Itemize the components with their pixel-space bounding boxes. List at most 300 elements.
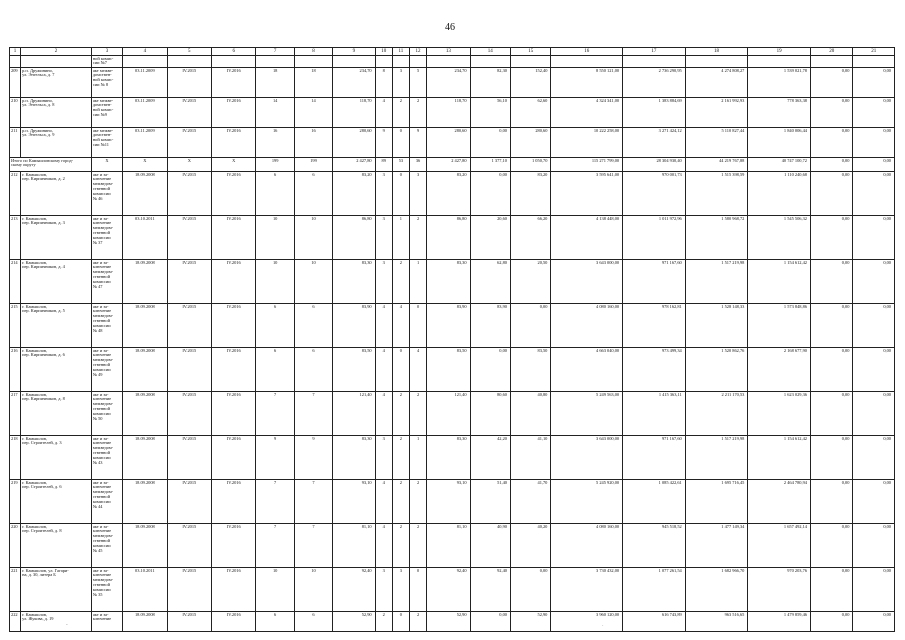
value-cell: 20,50 (510, 260, 550, 304)
total-value-cell: 115 271 799,00 (551, 158, 623, 172)
total-value-cell: X (91, 158, 122, 172)
table-row (10, 436, 895, 480)
cell-line: г. Камышлов, (22, 259, 48, 265)
empty-cell (853, 56, 895, 68)
value-cell: 2 (409, 216, 426, 260)
value-cell: IV.2016 (212, 172, 256, 216)
value-cell: IV.2015 (167, 128, 211, 158)
value-cell: 52,90 (427, 612, 470, 632)
value-cell: 83,20 (333, 172, 375, 216)
page-number: 46 (445, 22, 455, 33)
cell-line: ключение (92, 528, 112, 534)
cell-line: г. Камышлов, (22, 523, 48, 529)
cell-line: акт и за- (92, 435, 109, 441)
cell-line: межведом- (92, 401, 114, 407)
value-cell: 4 080 160,00 (551, 304, 623, 348)
address-cell (21, 98, 92, 128)
row-number-cell: 214 (10, 260, 21, 304)
table-row (10, 524, 895, 568)
value-cell: 18.09.2008 (123, 348, 167, 392)
value-cell: 8 550 121,00 (551, 68, 623, 98)
value-cell: 2 (392, 98, 409, 128)
empty-cell (212, 56, 256, 68)
cell-line: ственной (92, 450, 110, 456)
value-cell: 6 (294, 612, 332, 632)
value-cell: 16 (256, 128, 294, 158)
value-cell: 4 274 808,27 (685, 68, 748, 98)
cell-line: р.п. Дружинино, (22, 67, 53, 73)
cell-line: № 46 (92, 196, 103, 202)
cell-line: на, д. 30, литера Б (22, 572, 56, 578)
empty-cell (748, 56, 811, 68)
value-cell: 10 (256, 216, 294, 260)
column-number-cell: 14 (470, 48, 510, 56)
row-number-cell: 212 (10, 172, 21, 216)
address-cell (21, 436, 92, 480)
empty-cell (294, 56, 332, 68)
value-cell: 2 (392, 392, 409, 436)
value-cell: 83,30 (427, 436, 470, 480)
value-cell: 118,70 (427, 98, 470, 128)
value-cell: 0,00 (810, 216, 852, 260)
value-cell: 0,00 (810, 392, 852, 436)
value-cell: 93,10 (333, 480, 375, 524)
value-cell: 7 (256, 524, 294, 568)
value-cell: 1 154 612,42 (748, 260, 811, 304)
document-cell (91, 480, 122, 524)
document-cell (91, 568, 122, 612)
total-value-cell: 89 (375, 158, 392, 172)
value-cell: 20,60 (470, 216, 510, 260)
document-cell (91, 436, 122, 480)
cell-line: № 47 (92, 284, 103, 290)
document-cell (91, 128, 122, 158)
value-cell: IV.2016 (212, 392, 256, 436)
value-cell: 963 516,65 (685, 612, 748, 632)
value-cell: 0,00 (853, 392, 895, 436)
value-cell: IV.2015 (167, 98, 211, 128)
cell-line: № 49 (92, 372, 103, 378)
table-row-total (10, 158, 895, 172)
value-cell: 0,00 (470, 348, 510, 392)
value-cell: 42,20 (470, 436, 510, 480)
row-number-cell: 221 (10, 568, 21, 612)
value-cell: 971 167,60 (623, 436, 686, 480)
cell-line: комиссии (92, 323, 111, 329)
cell-line: ственной (92, 186, 110, 192)
cell-line: ключение (92, 308, 112, 314)
value-cell: 4 080 160,00 (551, 524, 623, 568)
value-cell: IV.2016 (212, 216, 256, 260)
value-cell: 83,50 (427, 348, 470, 392)
cell-line: ственной (92, 406, 110, 412)
cell-line: ственной (92, 318, 110, 324)
value-cell: IV.2015 (167, 612, 211, 632)
value-cell: 0,00 (810, 98, 852, 128)
row-number-cell: 216 (10, 348, 21, 392)
cell-line: ственной (92, 582, 110, 588)
cell-line: г. Камышлов, (22, 435, 48, 441)
cell-line: № 43 (92, 460, 103, 466)
value-cell: 0,00 (810, 172, 852, 216)
value-cell: 280,60 (427, 128, 470, 158)
value-cell: 9 (294, 436, 332, 480)
value-cell: 4 663 040,00 (551, 348, 623, 392)
cell-line: ключение (92, 176, 112, 182)
row-number-cell: 213 (10, 216, 21, 260)
value-cell: 4 (409, 348, 426, 392)
column-number-cell: 19 (748, 48, 811, 56)
cell-line: акт и за- (92, 523, 109, 529)
value-cell: 41,10 (510, 436, 550, 480)
value-cell: 1 154 612,42 (748, 436, 811, 480)
address-cell (21, 56, 92, 68)
column-number-cell: 16 (551, 48, 623, 56)
value-cell: 1 077 261,54 (623, 568, 686, 612)
cell-line: г. Камышлов, (22, 171, 48, 177)
cell-line: пер. Кирпичников, д. 3 (22, 220, 65, 226)
value-cell: 6 (294, 348, 332, 392)
cell-line: ул. Энгельса, д. 7 (22, 72, 55, 78)
value-cell: 9 (375, 128, 392, 158)
scan-mark: ˉ (66, 625, 68, 630)
value-cell: 10 (256, 260, 294, 304)
cell-line: ной комис- (92, 55, 114, 61)
value-cell: 18.09.2008 (123, 524, 167, 568)
cell-line: акт и за- (92, 303, 109, 309)
value-cell: 18.09.2008 (123, 172, 167, 216)
empty-cell (123, 56, 167, 68)
value-cell: 5 110 827,44 (685, 128, 748, 158)
value-cell: 3 730 432,00 (551, 568, 623, 612)
total-value-cell: 0,00 (853, 158, 895, 172)
empty-cell (685, 56, 748, 68)
value-cell: 0,00 (853, 68, 895, 98)
value-cell: 0 (392, 128, 409, 158)
value-cell: IV.2015 (167, 216, 211, 260)
value-cell: IV.2016 (212, 98, 256, 128)
address-cell (21, 304, 92, 348)
cell-line: ул. Энгельса, д. 9 (22, 132, 55, 138)
value-cell: 41,70 (510, 480, 550, 524)
value-cell: 3 (375, 260, 392, 304)
value-cell: 03.10.2011 (123, 216, 167, 260)
value-cell: 18 (256, 68, 294, 98)
value-cell: 1 (409, 260, 426, 304)
value-cell: 0,00 (810, 524, 852, 568)
cell-line: ственной (92, 538, 110, 544)
value-cell: 10 222 258,00 (551, 128, 623, 158)
column-number-cell: 21 (853, 48, 895, 56)
empty-cell (470, 56, 510, 68)
value-cell: 1 657 492,14 (748, 524, 811, 568)
total-value-cell: 199 (294, 158, 332, 172)
value-cell: IV.2015 (167, 304, 211, 348)
table-body (10, 48, 895, 632)
value-cell: 8 (375, 68, 392, 98)
cell-line: межведом- (92, 225, 114, 231)
value-cell: 83,50 (333, 348, 375, 392)
column-number-cell: 5 (167, 48, 211, 56)
value-cell: 1 479 859,46 (748, 612, 811, 632)
value-cell: 40,90 (470, 524, 510, 568)
cell-line: комиссии (92, 455, 111, 461)
value-cell: 1 528 148,33 (685, 304, 748, 348)
empty-cell (510, 56, 550, 68)
value-cell: 1 383 884,69 (623, 98, 686, 128)
value-cell: 778 363,38 (748, 98, 811, 128)
cell-line: ной комис- (92, 107, 114, 113)
address-cell (21, 348, 92, 392)
value-cell: 0,00 (853, 480, 895, 524)
row-number-cell: 217 (10, 392, 21, 436)
value-cell: 40,20 (510, 524, 550, 568)
total-value-cell: X (123, 158, 167, 172)
value-cell: 83,20 (427, 172, 470, 216)
table-row (10, 480, 895, 524)
value-cell: 6 (256, 304, 294, 348)
empty-cell (392, 56, 409, 68)
value-cell: 18.09.2008 (123, 612, 167, 632)
value-cell: 2 (392, 524, 409, 568)
cell-line: сии № 8 (92, 82, 109, 88)
value-cell: 3 (392, 68, 409, 98)
column-number-cell: 11 (392, 48, 409, 56)
address-cell (21, 216, 92, 260)
table-row (10, 128, 895, 158)
table-row (10, 68, 895, 98)
value-cell: 1 623 029,36 (748, 392, 811, 436)
cell-line: р.п. Дружинино, (22, 127, 53, 133)
column-number-cell: 18 (685, 48, 748, 56)
value-cell: 2 (409, 612, 426, 632)
document-cell (91, 172, 122, 216)
value-cell: 234,70 (333, 68, 375, 98)
row-number-cell: 209 (10, 68, 21, 98)
value-cell: 83,20 (510, 172, 550, 216)
cell-line: межведом- (92, 577, 114, 583)
cell-line: ключение (92, 264, 112, 270)
address-cell (21, 260, 92, 304)
value-cell: 0,00 (853, 524, 895, 568)
value-cell: 9 (409, 128, 426, 158)
cell-line: ключение (92, 572, 112, 578)
total-value-cell: 36 (409, 158, 426, 172)
value-cell: 2 168 677,90 (748, 348, 811, 392)
value-cell: 0,00 (810, 568, 852, 612)
address-cell (21, 480, 92, 524)
value-cell: 10 (294, 216, 332, 260)
value-cell: 2 (392, 436, 409, 480)
value-cell: 5 249 563,00 (551, 392, 623, 436)
value-cell: 0,00 (810, 128, 852, 158)
cell-line: г. Камышлов, ул. Гагари- (22, 567, 69, 573)
address-cell (21, 68, 92, 98)
value-cell: 03.10.2011 (123, 568, 167, 612)
value-cell: IV.2015 (167, 260, 211, 304)
value-cell: 3 (375, 436, 392, 480)
value-cell: 0,00 (510, 568, 550, 612)
cell-line: ной комис- (92, 77, 114, 83)
value-cell: 62,80 (470, 260, 510, 304)
value-cell: 4 (375, 304, 392, 348)
cell-line: сии №7 (92, 60, 107, 66)
address-cell (21, 128, 92, 158)
table-row (10, 304, 895, 348)
column-number-cell: 15 (510, 48, 550, 56)
value-cell: 7 (294, 480, 332, 524)
value-cell: 3 (409, 172, 426, 216)
value-cell: IV.2016 (212, 612, 256, 632)
column-number-cell: 9 (333, 48, 375, 56)
total-value-cell: 1 050,70 (510, 158, 550, 172)
value-cell: IV.2015 (167, 480, 211, 524)
scan-mark: · (602, 624, 604, 629)
value-cell: 18.09.2008 (123, 304, 167, 348)
address-cell (21, 392, 92, 436)
cell-line: пер. Строителей, д. 6 (22, 484, 62, 490)
value-cell: 0,00 (853, 128, 895, 158)
empty-cell (810, 56, 852, 68)
value-cell: 1 520 862,76 (685, 348, 748, 392)
cell-line: г. Камышлов, (22, 303, 48, 309)
cell-line: межведом- (92, 269, 114, 275)
row-number-cell: 219 (10, 480, 21, 524)
value-cell: IV.2015 (167, 392, 211, 436)
value-cell: 121,40 (427, 392, 470, 436)
cell-line: ключение (92, 484, 112, 490)
cell-line: пер. Кирпичников, д. 5 (22, 308, 65, 314)
value-cell: 121,40 (333, 392, 375, 436)
value-cell: 18.09.2008 (123, 260, 167, 304)
table-row (10, 348, 895, 392)
value-cell: 0,00 (853, 98, 895, 128)
total-value-cell: 44 219 767,88 (685, 158, 748, 172)
value-cell: 0,00 (470, 612, 510, 632)
value-cell: 18 (294, 68, 332, 98)
cell-line: комиссии (92, 543, 111, 549)
value-cell: 14 (256, 98, 294, 128)
value-cell: 40,80 (510, 392, 550, 436)
value-cell: 0,00 (853, 304, 895, 348)
address-cell (21, 568, 92, 612)
value-cell: IV.2015 (167, 348, 211, 392)
cell-line: ной комис- (92, 137, 114, 143)
value-cell: 0,00 (810, 304, 852, 348)
value-cell: IV.2015 (167, 524, 211, 568)
value-cell: 0,00 (810, 436, 852, 480)
row-number-cell: 218 (10, 436, 21, 480)
value-cell: 1 (392, 216, 409, 260)
value-cell: 51,40 (470, 480, 510, 524)
cell-line: акт и за- (92, 567, 109, 573)
value-cell: 80,60 (470, 392, 510, 436)
value-cell: 0,00 (853, 260, 895, 304)
value-cell: IV.2016 (212, 128, 256, 158)
cell-line: № 50 (92, 416, 103, 422)
value-cell: 10 (294, 568, 332, 612)
value-cell: IV.2015 (167, 172, 211, 216)
total-value-cell: X (212, 158, 256, 172)
value-cell: IV.2016 (212, 480, 256, 524)
total-value-cell: X (167, 158, 211, 172)
value-cell: 3 (375, 568, 392, 612)
value-cell: 2 (392, 480, 409, 524)
document-cell (91, 348, 122, 392)
value-cell: 5 245 920,00 (551, 480, 623, 524)
value-cell: 4 138 448,00 (551, 216, 623, 260)
cell-line: межведом- (92, 445, 114, 451)
empty-cell (623, 56, 686, 68)
cell-line: межведом- (92, 357, 114, 363)
value-cell: 0 (409, 568, 426, 612)
address-cell (21, 612, 92, 632)
cell-line: скому округу (11, 162, 36, 168)
cell-line: межведом- (92, 533, 114, 539)
value-cell: 83,30 (427, 260, 470, 304)
value-cell: 1 085 422,61 (623, 480, 686, 524)
value-cell: 4 324 341,00 (551, 98, 623, 128)
document-cell (91, 612, 122, 632)
value-cell: 0,00 (810, 260, 852, 304)
column-number-cell: 7 (256, 48, 294, 56)
cell-line: комиссии (92, 587, 111, 593)
value-cell: 10 (294, 260, 332, 304)
value-cell: 1 539 021,78 (748, 68, 811, 98)
empty-cell (409, 56, 426, 68)
value-cell: 945 518,52 (623, 524, 686, 568)
cell-line: ул. Жукова, д. 19 (22, 616, 54, 622)
total-value-cell: 2 427,80 (333, 158, 375, 172)
cell-line: № 45 (92, 548, 103, 554)
value-cell: 1 517 219,98 (685, 260, 748, 304)
value-cell: 18.09.2008 (123, 480, 167, 524)
value-cell: 2 736 290,95 (623, 68, 686, 98)
value-cell: 971 167,60 (623, 260, 686, 304)
value-cell: 1 415 363,11 (623, 392, 686, 436)
column-number-cell: 1 (10, 48, 21, 56)
value-cell: 0,00 (853, 348, 895, 392)
value-cell: 7 (294, 392, 332, 436)
table-row (10, 98, 895, 128)
value-cell: 4 (392, 304, 409, 348)
value-cell: 3 643 000,00 (551, 436, 623, 480)
value-cell: 1 011 972,96 (623, 216, 686, 260)
cell-line: ключение (92, 396, 112, 402)
table-row (10, 612, 895, 632)
value-cell: IV.2016 (212, 524, 256, 568)
value-cell: IV.2016 (212, 348, 256, 392)
cell-line: № 35 (92, 592, 103, 598)
value-cell: 03.11.2009 (123, 68, 167, 98)
value-cell: 52,90 (510, 612, 550, 632)
value-cell: 6 (256, 172, 294, 216)
value-cell: 93,10 (427, 480, 470, 524)
value-cell: 152,40 (510, 68, 550, 98)
total-value-cell: 1 377,10 (470, 158, 510, 172)
value-cell: 6 (294, 172, 332, 216)
value-cell: 2 (409, 98, 426, 128)
cell-line: акт и за- (92, 391, 109, 397)
value-cell: 4 (375, 392, 392, 436)
cell-line: сии №9 (92, 112, 107, 118)
total-value-cell: 53 (392, 158, 409, 172)
cell-line: ственной (92, 362, 110, 368)
value-cell: 4 (375, 348, 392, 392)
value-cell: 10 (256, 568, 294, 612)
cell-line: ключение (92, 616, 112, 622)
value-cell: 18.09.2008 (123, 436, 167, 480)
